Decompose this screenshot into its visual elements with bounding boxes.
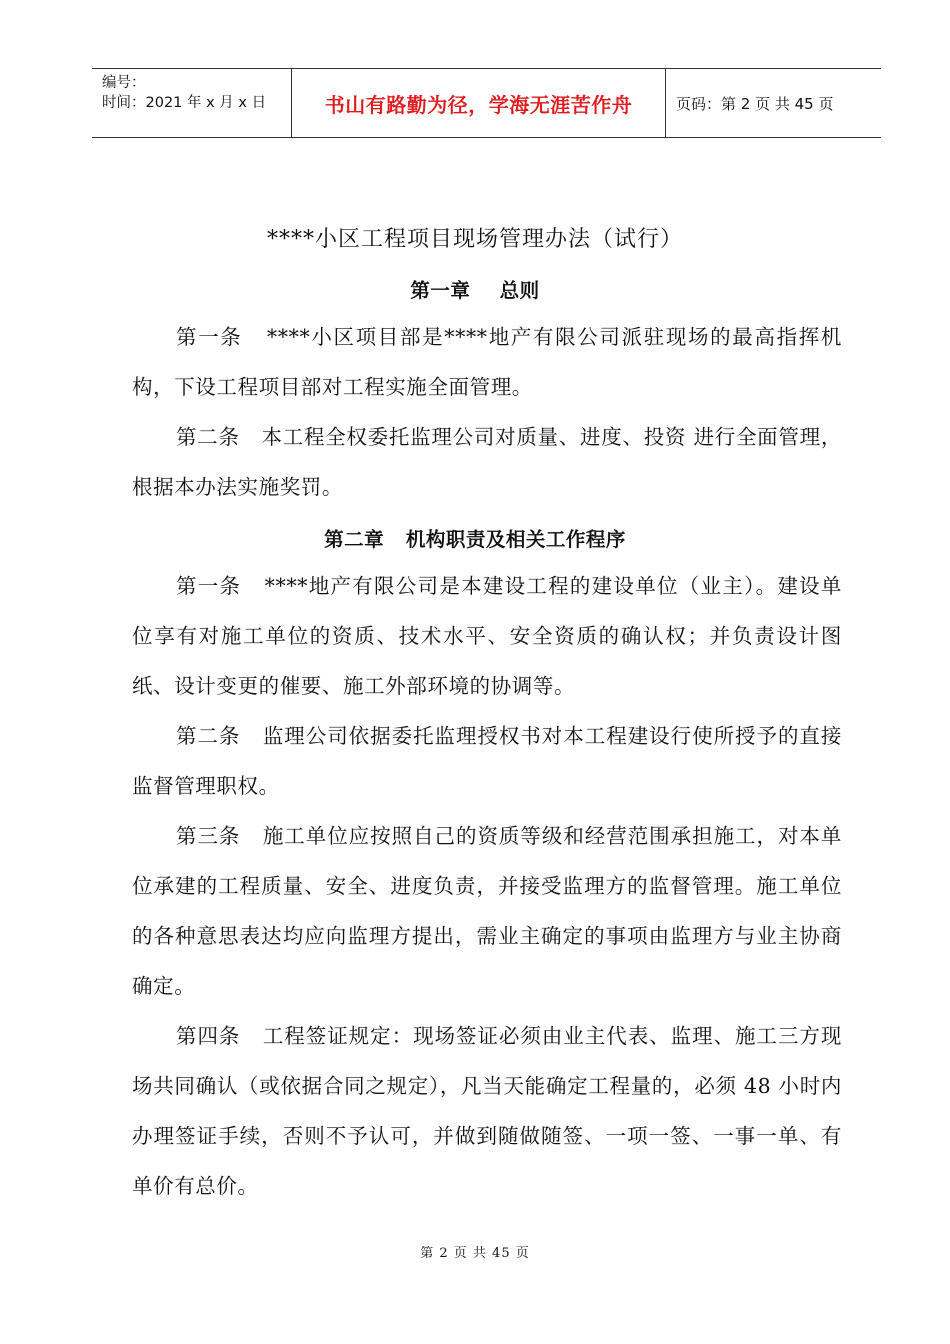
header-page-info xyxy=(666,69,881,137)
chapter-1-title: 第一章 总则 xyxy=(410,279,540,302)
page-header xyxy=(92,68,881,138)
header-motto xyxy=(292,69,666,137)
chapter-2-article-2: 第二条 监理公司依据委托监理授权书对本工程建设行使所授予的直接监督管理职权。 xyxy=(132,724,842,798)
chapter-2-title: 第二章 机构职责及相关工作程序 xyxy=(324,528,626,551)
page-footer: 第 2 页 共 45 页 xyxy=(420,1246,530,1261)
chapter-2-article-4: 第四条 工程签证规定：现场签证必须由业主代表、监理、施工三方现场共同确认（或依据合同之规定），凡当天能确定工程量的，必须 48 小时内办理签证手续，否则不予认可，并做到随做随签、一项一签、一事一单、有单价有总价。 xyxy=(132,1024,842,1198)
header-date-label: 时间：2021 年 x 月 x 日 xyxy=(102,95,267,111)
header-meta xyxy=(92,69,292,137)
document-title: ****小区工程项目现场管理办法（试行） xyxy=(266,227,683,252)
chapter-1-article-2: 第二条 本工程全权委托监理公司对质量、进度、投资 进行全面管理，根据本办法实施奖罚。 xyxy=(132,425,842,499)
header-number-label: 编号： xyxy=(102,75,146,91)
chapter-2-article-3: 第三条 施工单位应按照自己的资质等级和经营范围承担施工，对本单位承建的工程质量、安全、进度负责，并接受监理方的监督管理。施工单位的各种意思表达均应向监理方提出，需业主确定的事项由监理方与业主协商确定。 xyxy=(132,824,842,998)
header-page-info-text: 页码：第 2 页 共 45 页 xyxy=(676,94,834,113)
chapter-1-article-1: 第一条 ****小区项目部是****地产有限公司派驻现场的最高指挥机构，下设工程项目部对工程实施全面管理。 xyxy=(132,325,842,399)
chapter-2-article-1: 第一条 ****地产有限公司是本建设工程的建设单位（业主）。建设单位享有对施工单位的资质、技术水平、安全资质的确认权；并负责设计图纸、设计变更的催要、施工外部环境的协调等。 xyxy=(132,574,842,698)
header-motto-text: 书山有路勤为径，学海无涯苦作舟 xyxy=(324,92,633,117)
